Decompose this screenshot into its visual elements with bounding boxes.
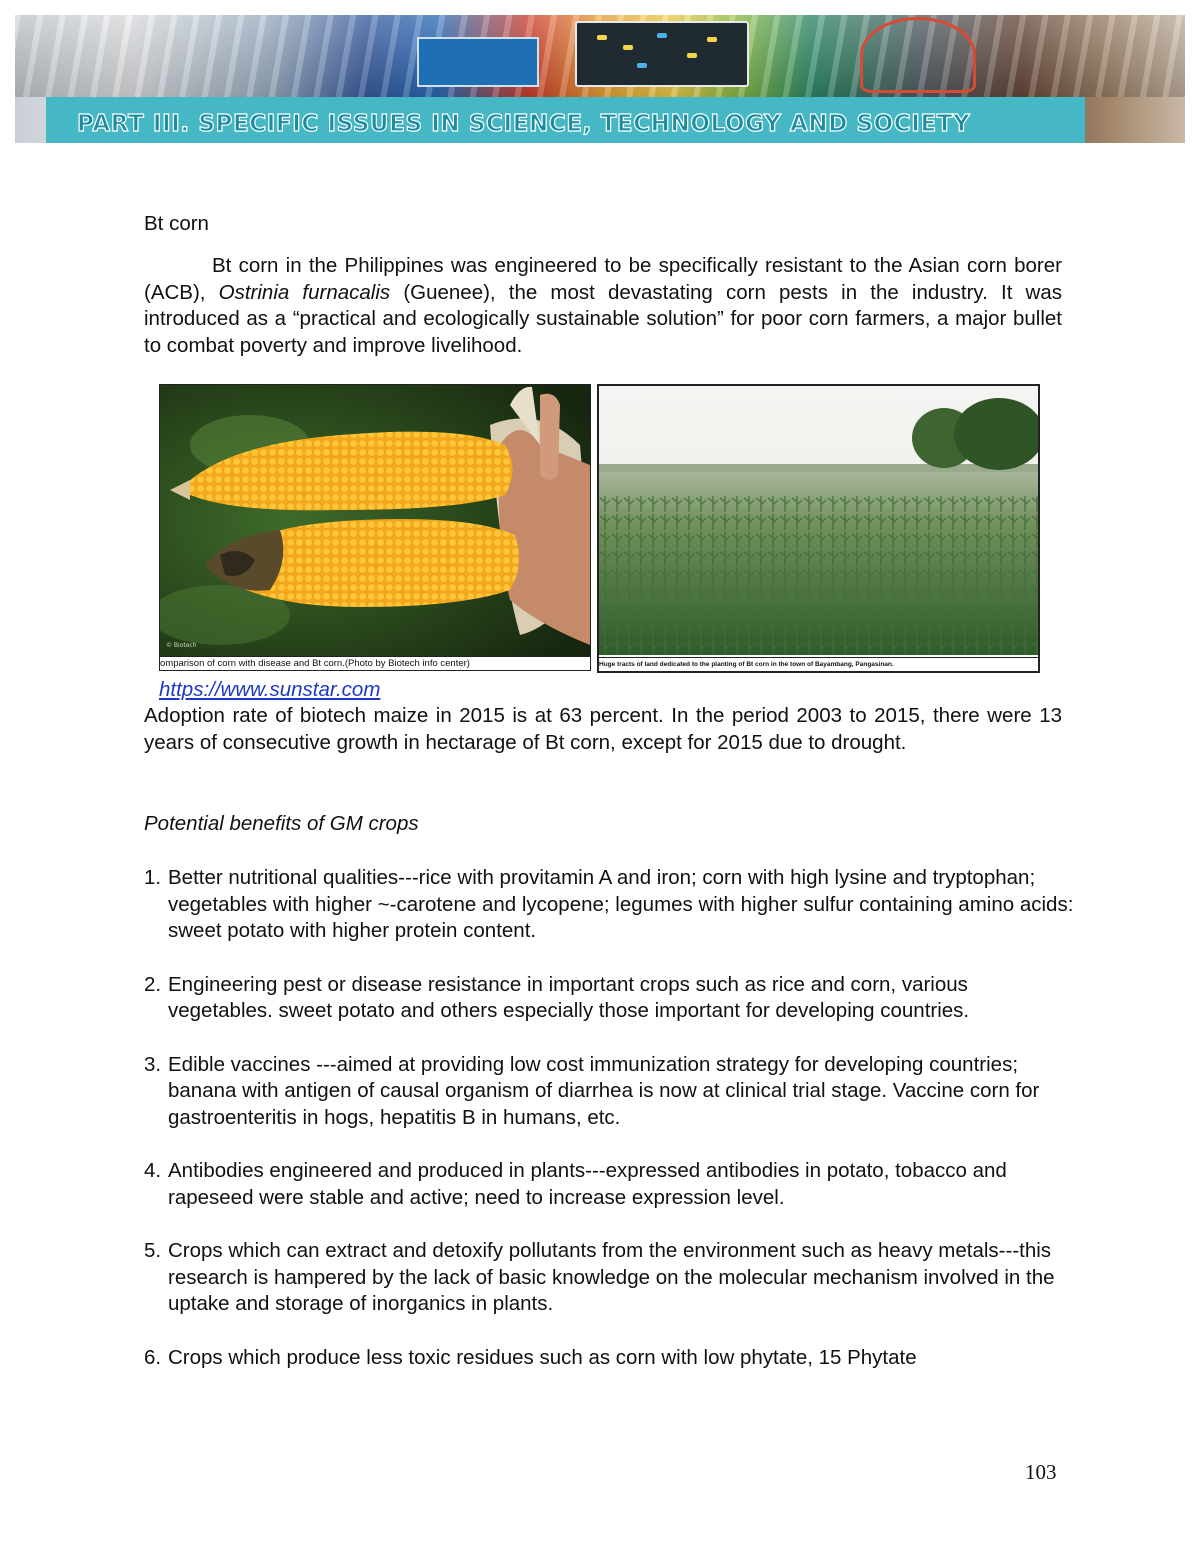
benefits-list [144,865,1074,1398]
adoption-paragraph: Adoption rate of biotech maize in 2015 is at 63 percent. In the period 2003 to 2015, there were 13 years of consecutive growth in hectarage of Bt corn, except for 2015 due to drought. [144,704,1062,754]
cornfield-photo [597,384,1040,673]
source-link[interactable]: https://www.sunstar.com [159,678,381,701]
list-item-text: Antibodies engineered and produced in plants---expressed antibodies in potato, tobacco and rapeseed were stable and active; need to increase expression level. [168,1159,1007,1209]
banner-dome-image [860,17,976,93]
intro-paragraph [144,253,1062,359]
benefits-heading: Potential benefits of GM crops [144,812,419,835]
list-item: 2. Engineering pest or disease resistance in important crops such as rice and corn, various vegetables. sweet potato and others especially those important for developing countries. [144,972,970,1022]
species-name: Ostrinia furnacalis [218,280,391,304]
intro-text-b: (Guenee), the most devastating corn pests in the industry. It was introduced as a “practical and ecologically sustainable solution” for poor corn farmers, a major bullet to combat poverty and improve livelihood. [144,280,1062,357]
banner-screen-image [417,37,539,87]
photo-row [159,384,1039,671]
cornfield-image [599,386,1038,655]
list-item: 5. Crops which can extract and detoxify pollutants from the environment such as heavy metals---this research is hampered by the lack of basic knowledge on the molecular mechanism involved in the uptake and storage of inorganics in plants. [144,1239,1055,1315]
intro-text-a: Bt corn in the Philippines was engineered to be specifically resistant to the Asian corn borer (ACB), [144,254,1062,304]
header-banner [15,15,1185,143]
list-item-text: Edible vaccines ---aimed at providing low cost immunization strategy for developing countries; banana with antigen of causal organism of diarrhea is now at clinical trial stage. Vaccine corn for gastroenteritis in hogs, hepatitis B in humans, etc. [168,1052,1040,1129]
banner-blackboard-image [575,21,749,87]
list-item: 6. Crops which produce less toxic residues such as corn with low phytate, 15 Phytate [144,1345,917,1369]
list-item-text: Better nutritional qualities---rice with provitamin A and iron; corn with high lysine and tryptophan; vegetables with higher ~-carotene and lycopene; legumes with higher sulfur containing amino acids: sweet potato with higher protein content. [168,866,1074,942]
page-number: 103 [1025,1460,1057,1484]
list-item-text: Engineering pest or disease resistance in important crops such as rice and corn, various vegetables. sweet potato and others especially those important for developing countries. [168,972,970,1022]
corn-comparison-photo [159,384,591,671]
list-item: 3. Edible vaccines ---aimed at providing low cost immunization strategy for developing countries; banana with antigen of causal organism of diarrhea is now at clinical trial stage. Vaccine corn for gastroenteritis in hogs, hepatitis B in humans, etc. [144,1052,1040,1129]
section-heading: Bt corn [144,212,209,235]
right-photo-caption: Huge tracts of land dedicated to the planting of Bt corn in the town of Bayambang, Pangasinan. [599,657,1038,671]
left-photo-caption: omparison of corn with disease and Bt corn.(Photo by Biotech info center) [160,656,590,670]
banner-title: PART III. SPECIFIC ISSUES IN SCIENCE, TECHNOLOGY AND SOCIETY [77,111,971,137]
list-item-text: Crops which can extract and detoxify pollutants from the environment such as heavy metals---this research is hampered by the lack of basic knowledge on the molecular mechanism involved in the uptake and storage of inorganics in plants. [168,1239,1055,1315]
svg-text:© Biotech: © Biotech [166,642,197,649]
corn-ears-image [160,385,590,657]
list-item-text: Crops which produce less toxic residues such as corn with low phytate, 15 Phytate [168,1345,917,1369]
list-item: 4. Antibodies engineered and produced in plants---expressed antibodies in potato, tobacco and rapeseed were stable and active; need to increase expression level. [144,1159,1007,1209]
list-item: 1. Better nutritional qualities---rice with provitamin A and iron; corn with high lysine and tryptophan; vegetables with higher ~-carotene and lycopene; legumes with higher sulfur containing amino acids: sweet potato with higher protein content. [144,866,1074,942]
